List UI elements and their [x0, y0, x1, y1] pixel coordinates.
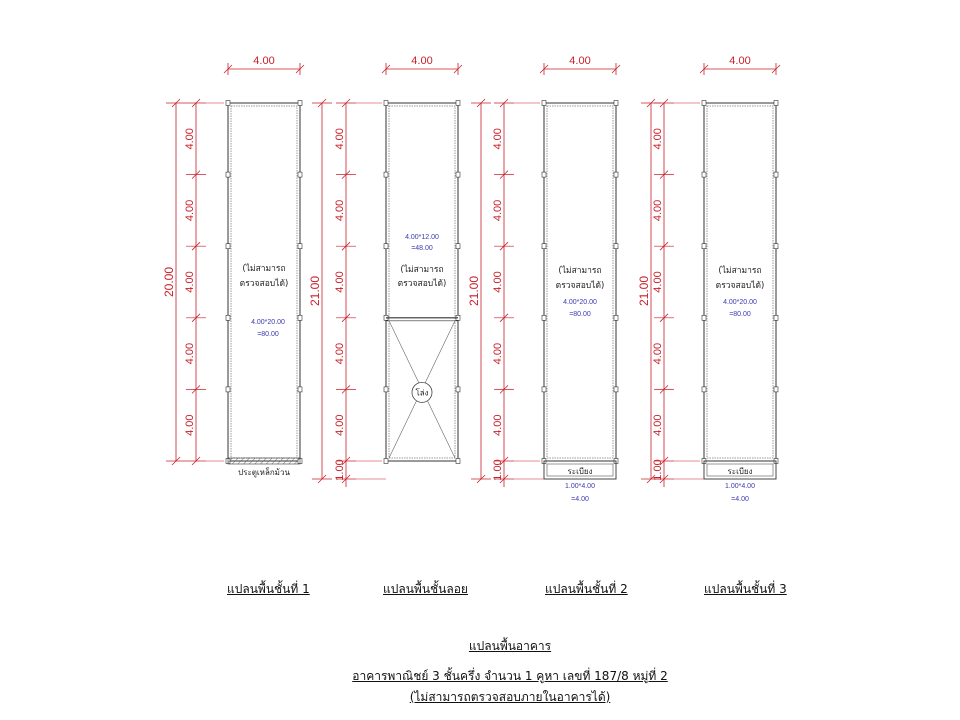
column-marker — [774, 244, 778, 249]
column-marker — [456, 172, 460, 177]
inspection-note: ตรวจสอบได้) — [397, 279, 447, 289]
column-marker — [614, 172, 618, 177]
column-marker — [226, 101, 230, 106]
width-dimension-label: 4.00 — [411, 55, 433, 67]
inspection-note: (ไม่สามารถ — [718, 266, 762, 276]
plan-title-floor-3: แปลนพื้นชั้นที่ 3 — [704, 582, 787, 596]
segment-dimension-label: 4.00 — [184, 128, 196, 150]
segment-dimension-label: 4.00 — [492, 342, 504, 365]
column-marker — [456, 459, 460, 464]
segment-dimension-label: 4.00 — [652, 199, 664, 222]
balcony-area-label: =4.00 — [731, 496, 749, 503]
segment-dimension-label: 1.00 — [492, 459, 504, 481]
balcony-area-label: =4.00 — [571, 496, 589, 503]
column-marker — [298, 101, 302, 106]
column-marker — [614, 387, 618, 392]
column-marker — [614, 244, 618, 249]
column-marker — [702, 172, 706, 177]
column-marker — [298, 315, 302, 320]
balcony-area-label: 1.00*4.00 — [565, 483, 595, 490]
segment-dimension-label: 4.00 — [492, 271, 504, 293]
segment-dimension-label: 4.00 — [492, 414, 504, 436]
inspection-note: ตรวจสอบได้) — [555, 281, 605, 291]
column-marker — [226, 244, 230, 249]
inspection-note: (ไม่สามารถ — [558, 266, 602, 276]
roller-door-label: ประตูเหล็กม้วน — [238, 468, 290, 477]
column-marker — [614, 101, 618, 106]
column-marker — [298, 244, 302, 249]
roller-door — [228, 458, 300, 464]
column-marker — [702, 387, 706, 392]
area-label: =80.00 — [569, 311, 591, 318]
segment-dimension-label: 4.00 — [184, 414, 196, 436]
column-marker — [226, 315, 230, 320]
segment-dimension-label: 4.00 — [652, 342, 664, 365]
column-marker — [456, 101, 460, 106]
column-marker — [774, 315, 778, 320]
column-marker — [226, 172, 230, 177]
column-marker — [298, 172, 302, 177]
segment-dimension-label: 4.00 — [492, 199, 504, 222]
column-marker — [298, 387, 302, 392]
column-marker — [774, 387, 778, 392]
segment-dimension-label: 4.00 — [652, 128, 664, 150]
column-marker — [226, 387, 230, 392]
footer-inspection-note: (ไม่สามารถตรวจสอบภายในอาคารได้) — [409, 690, 611, 704]
plan-title-floor-1: แปลนพื้นชั้นที่ 1 — [227, 582, 310, 596]
width-dimension-label: 4.00 — [729, 55, 751, 67]
inspection-note: (ไม่สามารถ — [400, 265, 444, 275]
column-marker — [384, 244, 388, 249]
segment-dimension-label: 4.00 — [334, 271, 346, 293]
column-marker — [702, 101, 706, 106]
segment-dimension-label: 4.00 — [334, 128, 346, 150]
plan-2 — [308, 55, 462, 487]
column-marker — [702, 315, 706, 320]
column-marker — [702, 244, 706, 249]
total-dimension-label: 20.00 — [162, 266, 176, 298]
width-dimension-label: 4.00 — [253, 55, 275, 67]
segment-dimension-label: 4.00 — [334, 342, 346, 365]
balcony-area-label: 1.00*4.00 — [725, 483, 755, 490]
segment-dimension-label: 4.00 — [334, 414, 346, 436]
footer-building-description: อาคารพาณิชย์ 3 ชั้นครึ่ง จำนวน 1 คูหา เลขที่ 187/8 หมู่ที่ 2 — [352, 669, 668, 683]
area-label: 4.00*20.00 — [723, 299, 757, 306]
segment-dimension-label: 4.00 — [652, 414, 664, 436]
column-marker — [384, 172, 388, 177]
segment-dimension-label: 4.00 — [184, 199, 196, 222]
plan-1 — [162, 55, 304, 478]
column-marker — [384, 459, 388, 464]
plan-title-floor-2: แปลนพื้นชั้นที่ 2 — [545, 582, 628, 596]
footer-heading: แปลนพื้นอาคาร — [468, 639, 552, 653]
plan-title-mezzanine: แปลนพื้นชั้นลอย — [383, 582, 468, 596]
column-marker — [456, 244, 460, 249]
area-label: =80.00 — [729, 311, 751, 318]
column-marker — [542, 244, 546, 249]
column-marker — [614, 315, 618, 320]
column-marker — [542, 172, 546, 177]
segment-dimension-label: 4.00 — [334, 199, 346, 222]
total-dimension-label: 21.00 — [308, 275, 322, 307]
column-marker — [774, 172, 778, 177]
width-dimension-label: 4.00 — [569, 55, 591, 67]
plan-3 — [467, 55, 620, 503]
total-dimension-label: 21.00 — [637, 275, 651, 307]
segment-dimension-label: 4.00 — [492, 128, 504, 150]
segment-dimension-label: 4.00 — [184, 342, 196, 365]
total-dimension-label: 21.00 — [467, 275, 481, 307]
segment-dimension-label: 4.00 — [184, 271, 196, 293]
plan-4 — [637, 55, 780, 503]
area-label: 4.00*12.00 — [405, 234, 439, 241]
area-label: =80.00 — [257, 331, 279, 338]
column-marker — [456, 387, 460, 392]
column-marker — [542, 315, 546, 320]
column-marker — [542, 101, 546, 106]
void-label: โล่ง — [415, 388, 429, 398]
column-marker — [774, 101, 778, 106]
column-marker — [542, 387, 546, 392]
segment-dimension-label: 1.00 — [334, 459, 346, 481]
area-label: =48.00 — [411, 245, 433, 252]
balcony-label: ระเบียง — [727, 467, 753, 476]
segment-dimension-label: 1.00 — [652, 459, 664, 481]
column-marker — [384, 101, 388, 106]
segment-dimension-label: 4.00 — [652, 271, 664, 293]
inspection-note: ตรวจสอบได้) — [239, 279, 289, 289]
area-label: 4.00*20.00 — [563, 299, 597, 306]
area-label: 4.00*20.00 — [251, 319, 285, 326]
balcony-label: ระเบียง — [567, 467, 593, 476]
inspection-note: (ไม่สามารถ — [242, 264, 286, 274]
inspection-note: ตรวจสอบได้) — [715, 281, 765, 291]
column-marker — [384, 387, 388, 392]
